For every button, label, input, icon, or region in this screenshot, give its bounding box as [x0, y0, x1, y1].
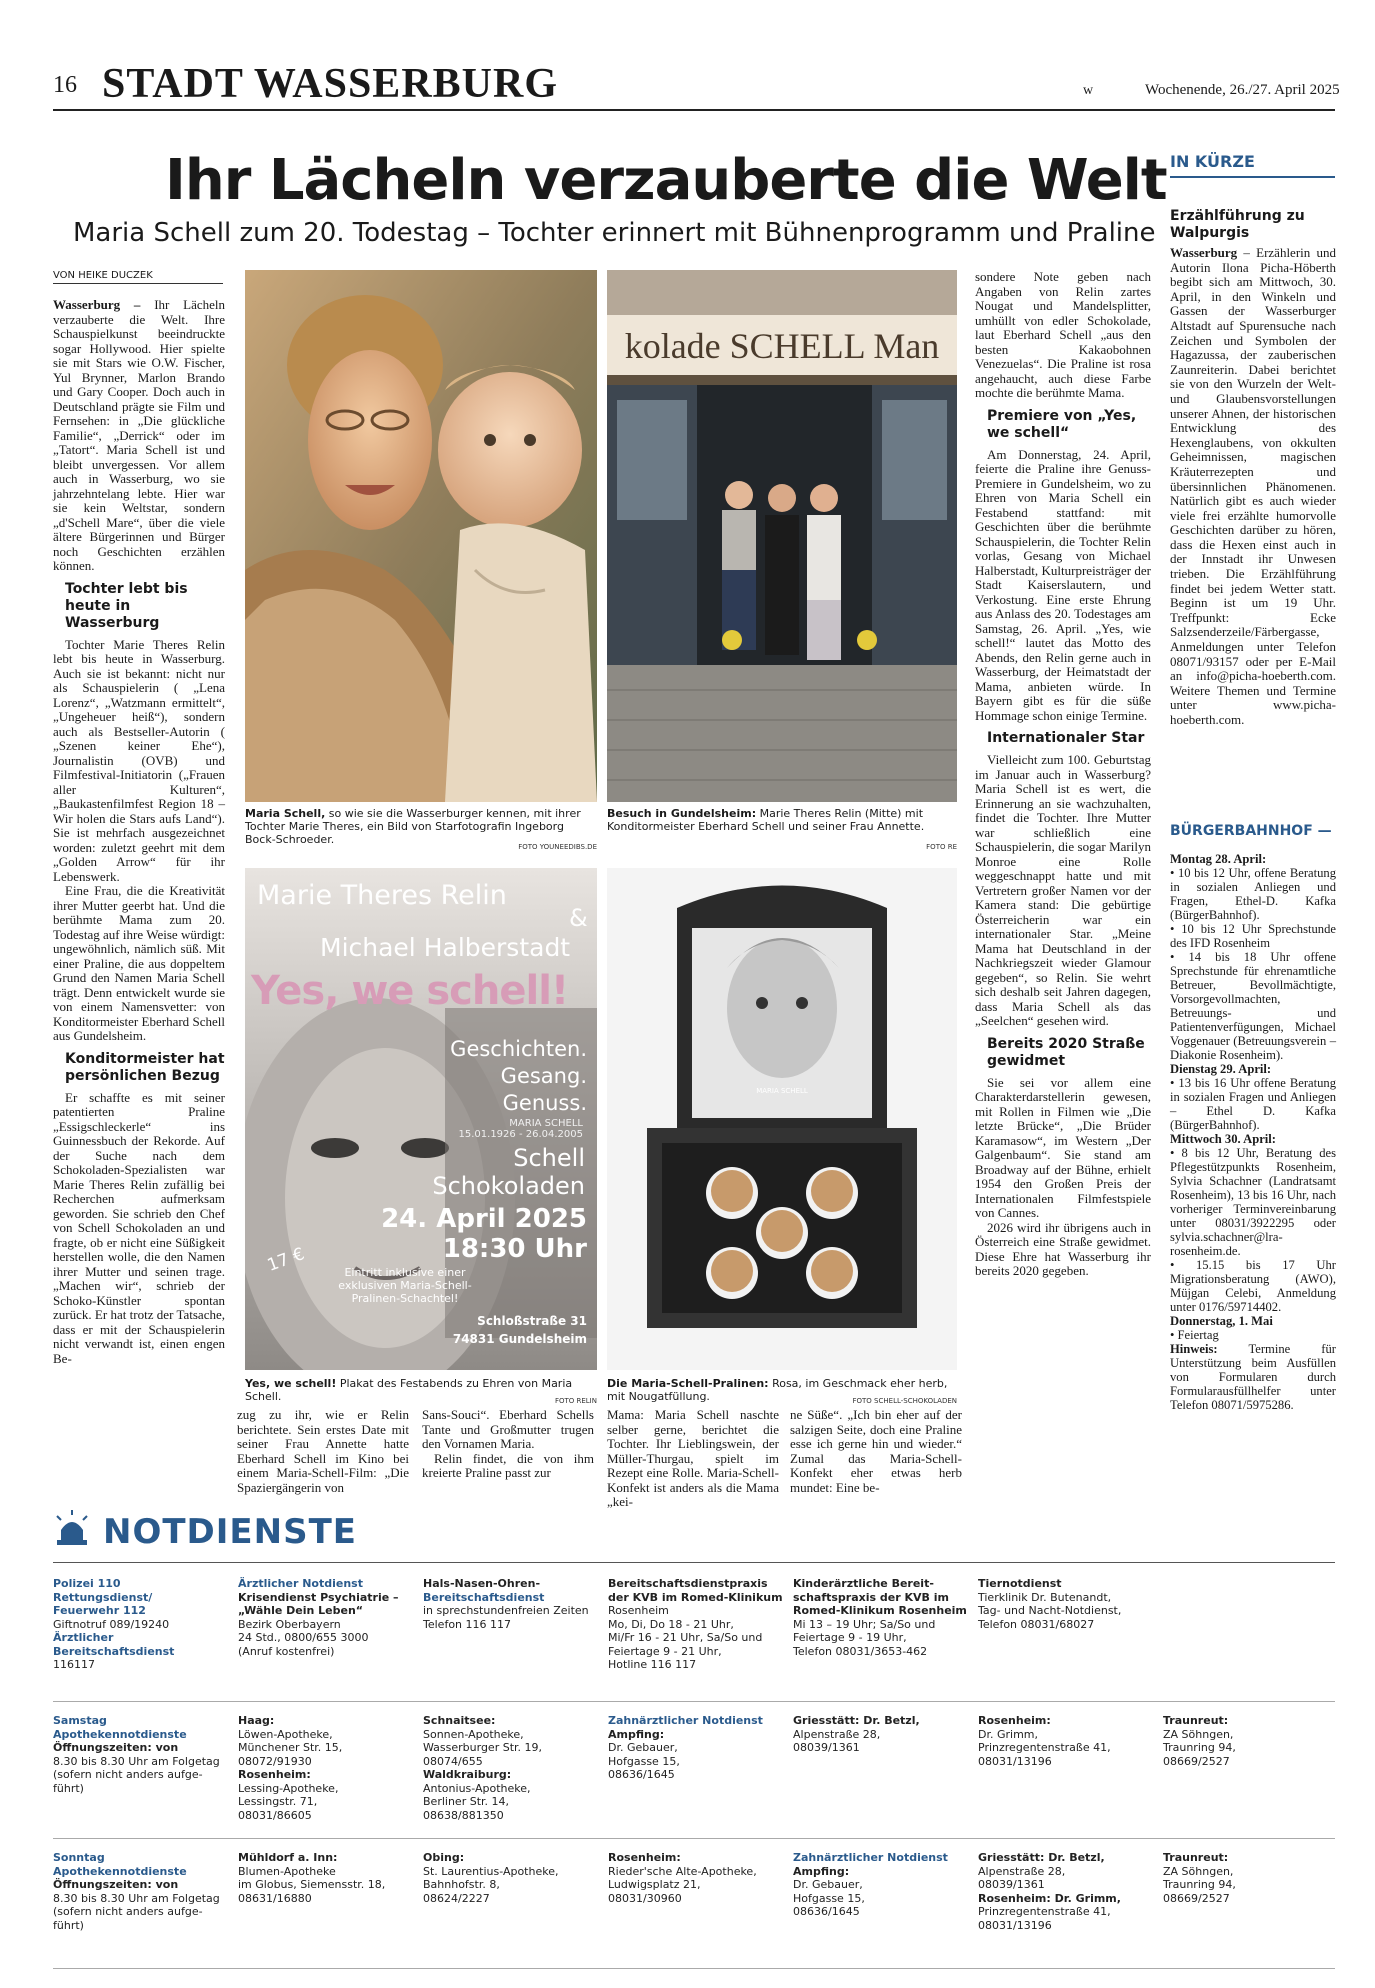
notdienste-row-2 [53, 1714, 1335, 1844]
notdienste-line: Rosenheim: Dr. Grimm, [978, 1891, 1121, 1905]
notdienste-line: 08072/91930 [238, 1754, 312, 1768]
notdienste-line: 08031/13196 [978, 1754, 1052, 1768]
notdienste-line: Ärztlicher [53, 1631, 114, 1644]
notdienste-line: 24 Std., 0800/655 3000 [238, 1631, 369, 1644]
poster-tagline: Geschichten. Gesang. Genuss. [450, 1037, 587, 1115]
notdienste-entry [793, 1577, 971, 1658]
notdienste-line: Feuerwehr 112 [53, 1604, 146, 1617]
poster-price: 17 € [264, 1244, 308, 1276]
sidebar-title: IN KÜRZE [1170, 152, 1255, 171]
subheading: Internationaler Star [987, 730, 1145, 746]
notdienste-line: Hals-Nasen-Ohren- [423, 1577, 541, 1590]
notdienste-line: Traunreut: [1163, 1851, 1229, 1864]
notdienste-line: Bahnhofstr. 8, [423, 1878, 500, 1891]
photo-credit: FOTO RE [926, 843, 957, 851]
article-column-1 [53, 298, 225, 1366]
sidebar-rule [1170, 176, 1335, 178]
notdienste-line: Mo, Di, Do 18 - 21 Uhr, [608, 1617, 734, 1631]
photo-caption: Besuch in Gundelsheim: Marie Theres Relin (Mitte) mit Konditormeister Eberhard Schell und seiner Frau Annette. [607, 807, 925, 833]
notdienste-entry [423, 1714, 601, 1822]
paragraph: Eine Frau, die die Kreativität ihrer Mutter geerbt hat. Und die berühmte Mama zum 20. Todestag auf ihre Weise würdigt: ungewöhnlich, nämlich süß. Mit einer Praline, die aus doppeltem Grund den Namen Maria Schell trägt. Denn entwickelt wurde sie von einem Namensvetter: von Konditormeister Eberhard Schell aus Gundelsheim. [53, 883, 225, 1043]
notdienste-entry [53, 1577, 231, 1672]
notdienste-line: 08636/1645 [608, 1768, 675, 1781]
poster-address: Schloßstraße 31 74831 Gundelsheim [452, 1314, 587, 1346]
poster-event-datetime: 24. April 2025 18:30 Uhr [381, 1204, 587, 1264]
notdienste-line: 08031/30960 [608, 1891, 682, 1905]
notdienste-entry [793, 1714, 971, 1755]
notdienste-line: Dr. Gebauer, [608, 1741, 678, 1754]
sidebar-item: Erzählführung zu Walpurgis Wasserburg – Erzählerin und Autorin Ilona Picha-Höberth begibt sich am Mittwoch, 30. April, in den Winkeln und Gassen der Wasserburger Altstadt auf Spurensuche nach Zeichen und Symbolen der Hagazussa, der zauberischen Zaunreiterin. Dabei berichtet sie von den Wurzeln der Welt- und Glaubensvorstellungen unserer Ahnen, der historischen Entwicklung des Hexenglaubens, von okkulten Geheimnissen, magischen Kräuterrezepten und übersinnlichen Phänomenen. Natürlich gibt es auch wieder viele frei erzählte humorvolle Geschichten darüber zu hören, dass die Hexen einst auch in der Innstadt ihr Unwesen trieben. Die Erzählführung findet bei jedem Wetter statt. Beginn ist um 19 Uhr. Treffpunkt: Ecke Salzsenderzeile/Färbergasse, Anmeldungen unter Telefon 08071/93157 oder per E-Mail an info@picha-hoeberth.com. Weitere Themen und Termine unter www.picha-hoeberth.com. [1170, 208, 1336, 727]
poster-ampersand: & [569, 904, 588, 932]
section-title: STADT WASSERBURG [102, 61, 558, 107]
notdienste-line: Rosenheim: [238, 1768, 311, 1781]
notdienste-line: Blumen-Apotheke [238, 1864, 336, 1878]
notdienste-line: „Wähle Dein Leben“ [238, 1604, 364, 1617]
notdienste-line: Sonnen-Apotheke, [423, 1727, 524, 1741]
notdienste-line: der KVB im Romed-Klinikum [608, 1590, 783, 1604]
notdienste-line: Dr. Grimm, [978, 1727, 1039, 1741]
notdienste-line: 08031/86605 [238, 1808, 312, 1822]
notdienste-line: 8.30 bis 8.30 Uhr am Folgetag [53, 1891, 220, 1905]
paragraph: Vielleicht zum 100. Geburtstag im Januar auch in Wasserburg? Maria Schell ist es wert, die Erinnerung an sie wachzuhalten, findet die Tochter. Ihre Mutter war schließlich eine Schauspielerin, die sogar Marilyn Monroe eine Rolle weggeschnappt hatte und mit Vertretern großer Namen vor der Kamera stand: Die gebürtige Österreicherin war ein internationaler Star. „Meine Mama hat Deutschland in der Nachkriegszeit wieder Glamour gegeben“, so Relin. Sie wehrt sich deshalb seit Jahren dagegen, dass Maria Schell als das „Seelchen“ gesehen wird. [975, 752, 1151, 1028]
notdienste-line: Rettungsdienst/ [53, 1590, 153, 1604]
notdienste-line: Traunring 94, [1163, 1878, 1236, 1891]
photo-pralines-image [607, 868, 957, 1370]
notdienste-line: Griesstätt: Dr. Betzl, [978, 1851, 1105, 1864]
subheading: Tochter lebt bis heute in Wasserburg [65, 580, 188, 631]
notdienste-line: Prinzregentenstraße 41, [978, 1905, 1111, 1918]
subheading: Konditormeister hat persönlichen Bezug [65, 1050, 225, 1084]
notdienste-line: Mühldorf a. Inn: [238, 1851, 338, 1864]
notdienste-line: Lessing-Apotheke, [238, 1781, 339, 1795]
notdienste-line: 08669/2527 [1163, 1891, 1230, 1905]
poster-venue: Schell Schokoladen [432, 1144, 585, 1200]
notdienste-line: 08669/2527 [1163, 1754, 1230, 1768]
notdienste-line: Rieder'sche Alte-Apotheke, [608, 1864, 757, 1878]
notdienste-line: Tag- und Nacht-Notdienst, [978, 1604, 1122, 1617]
notdienste-line: 08031/13196 [978, 1918, 1052, 1932]
notdienste-line: Bereitschaftsdienst [53, 1644, 175, 1658]
box-label: MARIA SCHELL [756, 1087, 808, 1095]
notdienste-line: Feiertage 9 - 19 Uhr, [793, 1631, 907, 1644]
notdienste-line: Berliner Str. 14, [423, 1795, 510, 1808]
notdienste-line: Bereitschaftsdienstpraxis [608, 1577, 768, 1590]
sidebar-item-heading: Erzählführung zu Walpurgis [1170, 208, 1305, 241]
notdienste-line: Zahnärztlicher Notdienst [608, 1714, 763, 1727]
notdienste-line: Telefon 08031/68027 [978, 1617, 1095, 1631]
notdienste-line: Haag: [238, 1714, 275, 1727]
photo-caption: Die Maria-Schell-Pralinen: Rosa, im Geschmack eher herb, mit Nougatfüllung. [607, 1377, 948, 1403]
photo-shop-visit [607, 270, 957, 802]
notdienste-line: Telefon 116 117 [423, 1617, 511, 1631]
notdienste-row-3 [53, 1851, 1335, 1981]
notdienste-line: Apothekennotdienste [53, 1864, 187, 1878]
notdienste-line: Traunring 94, [1163, 1741, 1236, 1754]
notdienste-line: in sprechstundenfreien Zeiten [423, 1604, 589, 1617]
notdienste-line: Feiertage 9 - 21 Uhr, [608, 1644, 722, 1658]
section-marker: w [1083, 83, 1094, 98]
notdienste-line: Telefon 08031/3653-462 [793, 1644, 928, 1658]
notdienste-line: Sonntag [53, 1851, 105, 1864]
notdienste-rule [53, 1562, 1335, 1563]
poster-dates: MARIA SCHELL 15.01.1926 - 26.04.2005 [458, 1118, 583, 1140]
notdienste-entry [53, 1714, 231, 1795]
article-bottom-col-3: Mama: Maria Schell naschte selber gerne, berichtet die Tochter. Ihr Lieblingswein, der Müller-Thurgau, spielt im Rezept eine Rolle. Maria-Schell-Konfekt ist anders als die Mama „kei- [607, 1407, 779, 1509]
event-poster [245, 868, 597, 1370]
notdienste-line: Rosenheim: [608, 1851, 681, 1864]
notdienste-line: Münchener Str. 15, [238, 1741, 343, 1754]
notdienste-entry [978, 1577, 1156, 1631]
buergerbahnhof-schedule: Montag 28. April: • 10 bis 12 Uhr, offene Beratung in sozialen Anliegen und Fragen, Ethel-D. Kafka (BürgerBahnhof). • 10 bis 12 Uhr Sprechstunde des IFD Rosenheim • 14 bis 18 Uhr offene Sprechstunde für ehrenamtliche Betreuer, Bevollmächtigte, Vorsorgevollmachten, Betreuungs- und Patientenverfügungen, Michael Voggenauer (Betreuungsverein – Diakonie Rosenheim). Dienstag 29. April: • 13 bis 16 Uhr offene Beratung in sozialen Fragen und Anliegen – Ethel D. Kafka (BürgerBahnhof). Mittwoch 30. April: • 8 bis 12 Uhr, Beratung des Pflegestützpunkts Rosenheim, Sylvia Schachner (Landratsamt Rosenheim), 13 bis 16 Uhr, nach vorheriger Terminvereinbarung unter 08031/3922295 oder sylvia.schachner@lra-rosenheim.de. • 15.15 bis 17 Uhr Migrationsberatung (AWO), Müjgan Celebi, Anmeldung unter 0176/59714402. Donnerstag, 1. Mai • Feiertag Hinweis: Termine für Unterstützung beim Ausfüllen von Formularen durch Formularausfüllhelfer unter Telefon 08071/5975286. [1170, 852, 1336, 1412]
notdienste-line: Hofgasse 15, [793, 1891, 865, 1905]
poster-name-2: Michael Halberstadt [320, 933, 571, 962]
paragraph: sondere Note geben nach Angaben von Relin zartes Nougat und Mandelsplitter, umhüllt von edler Schokolade, laut Eberhard Schell „aus den besten Kakaobohnen Venezuelas“. Die Praline ist rosa angehaucht, auch diese Farbe mochte die berühmte Mama. [975, 269, 1151, 400]
notdienste-divider [53, 1838, 1335, 1839]
notdienste-entry [238, 1851, 416, 1905]
notdienste-entry [423, 1851, 601, 1905]
notdienste-line: Ampfing: [608, 1727, 665, 1741]
notdienste-line: Rosenheim: [978, 1714, 1051, 1727]
notdienste-line: 08074/655 [423, 1754, 483, 1768]
notdienste-line: Ludwigsplatz 21, [608, 1878, 701, 1891]
paragraph: 2026 wird ihr übrigens auch in Österreich eine Straße gewidmet. Diese Ehre hat Wasserburg ihr bereits 2020 gegeben. [975, 1219, 1151, 1278]
notdienste-line: ZA Söhngen, [1163, 1727, 1234, 1741]
paragraph: Ihr Lächeln verzauberte die Welt. Ihre Schauspielkunst beeindruckte sogar Hollywood. Hier spielte sie mit Stars wie O.W. Fischer, Yul Brynner, Marlon Brando und Gary Cooper. Doch auch in Deutschland prägte sie Film und Fernsehen: in „Die glückliche Familie“, „Derrick“ oder im „Tatort“. Maria Schell ist und bleibt unvergessen. Vor allem auch in Wasserburg, wo sie jahrzehntelang lebte. Hier war sie kein Weltstar, sondern „d'Schell Mare“, über die viele ältere Bürgerinnen und Bürger noch Geschichten erzählen können. [53, 297, 225, 573]
notdienste-line: Krisendienst Psychiatrie – [238, 1590, 399, 1604]
buergerbahnhof-title: BÜRGERBAHNHOF — [1170, 823, 1332, 839]
notdienste-line: Löwen-Apotheke, [238, 1727, 333, 1741]
notdienste-line: Schnaitsee: [423, 1714, 496, 1727]
notdienste-line: Ärztlicher Notdienst [238, 1577, 363, 1590]
notdienste-line: Polizei 110 [53, 1577, 121, 1590]
notdienste-title: NOTDIENSTE [103, 1512, 358, 1552]
subheadline: Maria Schell zum 20. Todestag – Tochter erinnert mit Bühnenprogramm und Praline [73, 218, 1156, 248]
poster-slogan: Yes, we schell! [251, 968, 569, 1014]
issue-date: Wochenende, 26./27. April 2025 [1145, 82, 1340, 98]
notdienste-entry [423, 1577, 601, 1631]
article-column-4 [975, 270, 1151, 1279]
photo-caption: Yes, we schell! Plakat des Festabends zu Ehren von Maria Schell. [245, 1377, 573, 1403]
dateline: Wasserburg – [53, 297, 141, 312]
notdienste-entry [238, 1714, 416, 1822]
notdienste-entry [978, 1714, 1156, 1768]
article-bottom-col-1: zug zu ihr, wie er Relin berichtete. Sein erstes Date mit seiner Frau Annette hatte Eberhard Schell im Kino bei einem Maria-Schell-Film: „Die Spaziergängerin von [237, 1407, 409, 1495]
photo-shop-visit-image [607, 270, 957, 802]
notdienste-line: Hotline 116 117 [608, 1658, 697, 1671]
siren-icon [53, 1510, 91, 1546]
notdienste-entry [1163, 1714, 1341, 1768]
notdienste-entry [608, 1577, 786, 1672]
notdienste-line: Griesstätt: Dr. Betzl, [793, 1714, 920, 1727]
notdienste-line: schaftspraxis der KVB im [793, 1590, 949, 1604]
notdienste-line: Waldkraiburg: [423, 1768, 512, 1781]
notdienste-line: Tiernotdienst [978, 1577, 1062, 1590]
headline: Ihr Lächeln verzauberte die Welt [165, 148, 1167, 213]
poster-name-1: Marie Theres Relin [257, 880, 507, 911]
notdienste-entry [53, 1851, 231, 1932]
notdienste-line: Obing: [423, 1851, 465, 1864]
notdienste-line: ZA Söhngen, [1163, 1864, 1234, 1878]
notdienste-line: Giftnotruf 089/19240 [53, 1617, 170, 1631]
notdienste-entry [978, 1851, 1156, 1932]
photo-caption: Maria Schell, so wie sie die Wasserburger kennen, mit ihrer Tochter Marie Theres, ein Bild von Starfotografin Ingeborg Bock-Schroeder. [245, 807, 581, 846]
poster-entry-note: Eintritt inklusive einer exklusiven Maria-Schell- Pralinen-Schachtel! [338, 1266, 472, 1305]
notdienste-line: 116117 [53, 1658, 95, 1671]
notdienste-entry [238, 1577, 416, 1658]
notdienste-line: 08638/881350 [423, 1808, 504, 1822]
notdienste-line: St. Laurentius-Apotheke, [423, 1864, 559, 1878]
photo-credit: FOTO RELIN [554, 1397, 597, 1405]
notdienste-line: Öffnungszeiten: von [53, 1741, 179, 1754]
notdienste-line: Bezirk Oberbayern [238, 1617, 341, 1631]
notdienste-divider [53, 1701, 1335, 1702]
notdienste-line: Öffnungszeiten: von [53, 1878, 179, 1891]
notdienste-line: (sofern nicht anders aufge- [53, 1768, 203, 1781]
notdienste-line: 8.30 bis 8.30 Uhr am Folgetag [53, 1754, 220, 1768]
photo-credit: FOTO YOUNEEDIBS.DE [518, 843, 597, 851]
paragraph: Tochter Marie Theres Relin lebt bis heute in Wasserburg. Auch sie ist bekannt: nicht nur als Schauspielerin ( „Lena Lorenz“, „Watzmann ermittelt“, „Ungeheuer heiß“), sondern auch als Bestseller-Autorin ( „Szenen keiner Ehe“), Journalistin (OVB) und Filmfestival-Initiatorin („Frauen aller Kulturen“, „Baukastenfilmfest Region 18 – Wir holen die Stars aufs Land“). Sie ist mehrfach ausgezeichnet worden: zuletzt geehrt mit dem „Golden Arrow“ für ihr Lebenswerk. [53, 636, 225, 884]
notdienste-line: 08631/16880 [238, 1891, 312, 1905]
notdienste-line: führt) [53, 1781, 84, 1795]
paragraph: Er schaffte es mit seiner patentierten Praline „Essigschleckerle“ ins Guinnessbuch der Rekorde. Auf der Suche nach dem Schokoladen-Spezialisten war Marie Theres Relin zufällig bei Recherchen aufmerksam geworden. Sie schrieb den Chef von Schell Schokoladen an und fragte, ob er nicht eine Süßigkeit herstellen wolle, die den Namen ihrer Mutter und seinen trage. „Machen wir“, schrieb der Schoko-Künstler spontan zurück. Er hat trotz der Tatsache, dass er mit der Schauspielerin nicht verwandt ist, einen engen Be- [53, 1089, 225, 1366]
notdienste-line: (Anruf kostenfrei) [238, 1644, 335, 1658]
notdienste-line: Alpenstraße 28, [978, 1864, 1066, 1878]
subheading: Bereits 2020 Straße gewidmet [987, 1035, 1145, 1069]
notdienste-line: im Globus, Siemensstr. 18, [238, 1878, 386, 1891]
article-bottom-col-4: ne Süße“. „Ich bin eher auf der salzigen Seite, doch eine Praline esse ich gerne hin und wieder.“ Zumal das Maria-Schell-Konfekt eher etwas herb mundet: Eine be- [790, 1407, 962, 1495]
notdienste-divider [53, 1968, 1335, 1969]
photo-credit: FOTO SCHELL-SCHOKOLADEN [852, 1397, 957, 1405]
notdienste-line: Bereitschaftsdienst [423, 1590, 545, 1604]
notdienste-line: Wasserburger Str. 19, [423, 1741, 543, 1754]
notdienste-line: Zahnärztlicher Notdienst [793, 1851, 948, 1864]
notdienste-line: Samstag [53, 1714, 107, 1727]
notdienste-line: Kinderärztliche Bereit- [793, 1577, 934, 1590]
notdienste-entry [608, 1714, 786, 1782]
notdienste-line: Ampfing: [793, 1864, 850, 1878]
notdienste-line: 08039/1361 [793, 1741, 860, 1754]
notdienste-line: Dr. Gebauer, [793, 1878, 863, 1891]
notdienste-line: Mi/Fr 16 - 21 Uhr, Sa/So und [608, 1631, 763, 1644]
notdienste-entry [1163, 1851, 1341, 1905]
notdienste-entry [793, 1851, 971, 1919]
notdienste-row-1 [53, 1577, 1335, 1717]
photo-maria-schell-image [245, 270, 597, 802]
article-bottom-col-2: Sans-Souci“. Eberhard Schells Tante und Großmutter trugen den Vornamen Maria. Relin findet, die von ihm kreierte Praline passt zur [422, 1407, 594, 1480]
paragraph: Sie sei vor allem eine Charakterdarstellerin gewesen, mit Rollen in Filmen wie „Die letzte Brücke“, „Die Brüder Karamasow“, im Western „Der Galgenbaum“. Sie stand am Broadway auf der Bühne, erhielt 1954 den Großen Preis der Internationalen Filmfestspiele von Cannes. [975, 1074, 1151, 1220]
notdienste-line: 08039/1361 [978, 1878, 1045, 1891]
notdienste-line: Romed-Klinikum Rosenheim [793, 1604, 967, 1617]
paragraph: Am Donnerstag, 24. April, feierte die Praline ihre Genuss-Premiere in Gundelsheim, wo zu Ehren von Maria Schell ein Festabend stattfand: mit Geschichten über die berühmte Schauspielerin, die Tochter Relin vorlas, Gesang von Michael Halberstadt, Kulturpreisträger der Stadt Kaiserslautern, und Verkostung. Eine erste Ehrung aus Anlass des 20. Todestages am Samstag, 26. April. „Yes, wie schell!“ lautet das Motto des Abends, den Relin gerne auch in Wasserburg, der Heimatstadt der Mama, anbieten würde. In Bayern gibt es für die süße Hommage schon einige Termine. [975, 446, 1151, 723]
photo-pralines [607, 868, 957, 1370]
notdienste-line: Tierklinik Dr. Butenandt, [978, 1590, 1112, 1604]
notdienste-line: 08636/1645 [793, 1905, 860, 1918]
shop-sign: kolade SCHELL Man [624, 326, 940, 366]
author-line: VON HEIKE DUCZEK [53, 270, 223, 284]
notdienste-line: Lessingstr. 71, [238, 1795, 318, 1808]
notdienste-line: Mi 13 – 19 Uhr; Sa/So und [793, 1617, 936, 1631]
notdienste-entry [608, 1851, 786, 1905]
page-number: 16 [53, 72, 77, 98]
photo-maria-schell [245, 270, 597, 802]
notdienste-line: Apothekennotdienste [53, 1727, 187, 1741]
notdienste-line: (sofern nicht anders aufge- [53, 1905, 203, 1918]
notdienste-line: Hofgasse 15, [608, 1754, 680, 1768]
notdienste-line: Prinzregentenstraße 41, [978, 1741, 1111, 1754]
notdienste-line: Rosenheim [608, 1604, 669, 1617]
subheading: Premiere von „Yes, we schell“ [987, 407, 1137, 441]
notdienste-line: führt) [53, 1918, 84, 1932]
header-rule [53, 109, 1335, 111]
notdienste-line: Alpenstraße 28, [793, 1727, 881, 1741]
notdienste-line: Traunreut: [1163, 1714, 1229, 1727]
notdienste-line: Antonius-Apotheke, [423, 1781, 531, 1795]
notdienste-line: 08624/2227 [423, 1891, 490, 1905]
